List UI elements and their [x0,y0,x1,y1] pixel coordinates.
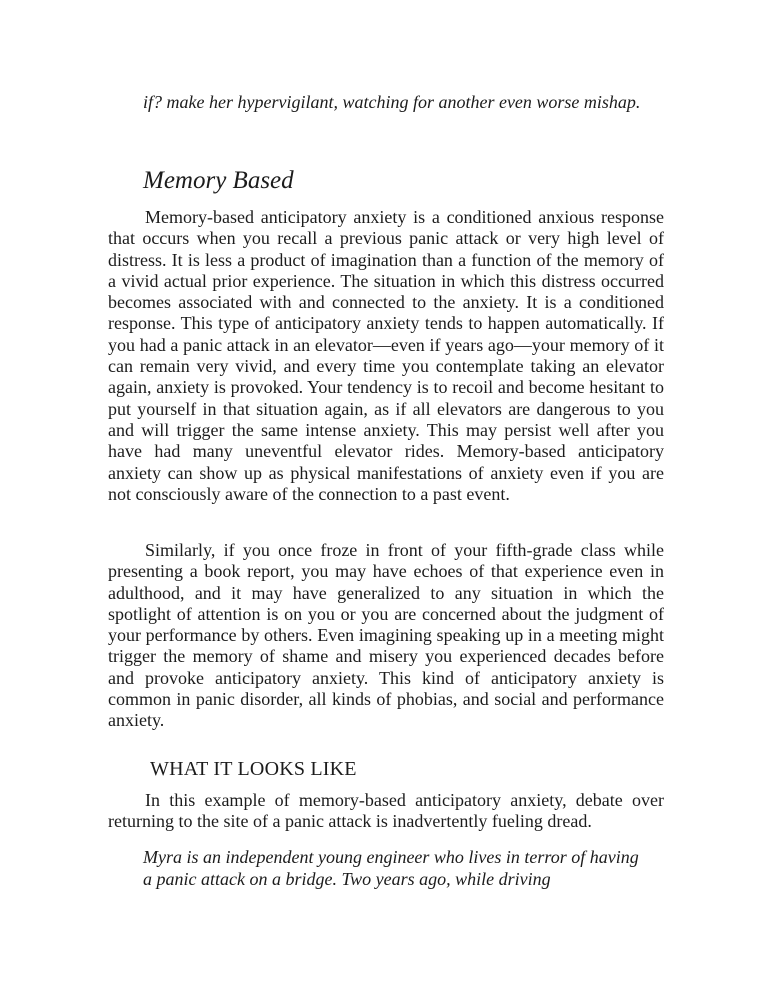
subsection-heading: WHAT IT LOOKS LIKE [150,758,357,780]
body-paragraph-2: Similarly, if you once froze in front of your fifth-grade class while presenting a book report, you may have echoes of that experience even in adulthood, and it may have generalized to any situation in which the spotlight of attention is on you or you are concerned about the judgment of your performance by others. Even imagining speaking up in a meeting might trigger the memory of shame and misery you experienced decades before and provoke anticipatory anxiety. This kind of anticipatory anxiety is common in panic disorder, all kinds of phobias, and social and performance anxiety. [108,540,664,731]
body-paragraph-3: In this example of memory-based anticipatory anxiety, debate over returning to the site of a panic attack is inadvertently fueling dread. [108,790,664,832]
example-italic-text: Myra is an independent young engineer who lives in terror of having a panic attack on a bridge. Two years ago, while driving [143,847,639,889]
intro-italic-text: if? make her hypervigilant, watching for another even worse mishap. [143,92,641,112]
body-paragraph-1: Memory-based anticipatory anxiety is a conditioned anxious response that occurs when you recall a previous panic attack or very high level of distress. It is less a product of imagination than a function of the memory of a vivid actual prior experience. The situation in which this distress occurred becomes associated with and connected to the anxiety. It is a conditioned response. This type of anticipatory anxiety tends to happen automatically. If you had a panic attack in an elevator—even if years ago—your memory of it can remain very vivid, and every time you contemplate taking an elevator again, anxiety is provoked. Your tendency is to recoil and become hesitant to put yourself in that situation again, as if all elevators are dangerous to you and will trigger the same intense anxiety. This may persist well after you have had many uneventful elevator rides. Memory-based anticipatory anxiety can show up as physical manifestations of anxiety even if you are not consciously aware of the connection to a past event. [108,207,664,504]
section-heading: Memory Based [143,167,294,194]
